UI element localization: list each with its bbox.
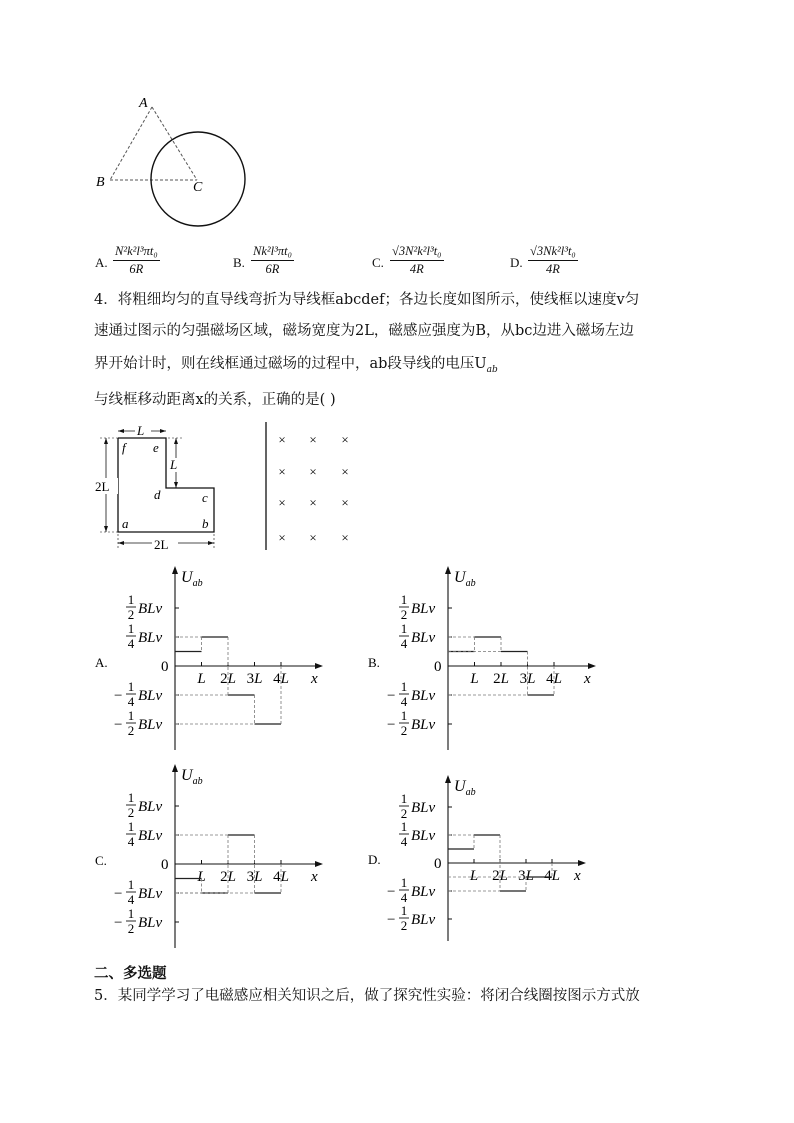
minus-sign: − <box>114 886 123 902</box>
origin-label: 0 <box>434 856 442 872</box>
dim-top-label: L <box>137 423 145 438</box>
minus-sign: − <box>387 688 396 704</box>
y-tick-label <box>387 903 436 933</box>
wire-frame <box>118 438 214 532</box>
fraction-numerator: 1 <box>127 679 135 694</box>
fraction-denominator: 4 <box>127 694 135 709</box>
x-tick-label: 2L <box>220 869 236 885</box>
fraction-numerator: 1 <box>400 791 408 806</box>
unit-label: BLv <box>138 828 163 844</box>
fraction-numerator: 1 <box>400 621 408 636</box>
graph-option-b[interactable] <box>368 560 618 755</box>
y-tick-label <box>126 790 163 820</box>
y-tick-label <box>387 679 436 709</box>
y-tick-label <box>114 877 163 907</box>
unit-label: BLv <box>411 630 436 646</box>
x-tick-label: 2L <box>492 868 508 884</box>
unit-label: BLv <box>411 912 436 928</box>
field-cross-mark: × <box>309 464 317 479</box>
x-axis-label: x <box>311 869 318 885</box>
fraction-numerator: 1 <box>127 906 135 921</box>
field-cross-mark: × <box>341 495 349 510</box>
fraction-denominator: 2 <box>400 918 408 933</box>
option-letter: B. <box>368 655 380 670</box>
fraction-numerator: 1 <box>127 708 135 723</box>
unit-label: BLv <box>138 717 163 733</box>
option-fraction <box>390 243 444 278</box>
y-axis-arrow <box>445 775 451 783</box>
x-tick-label: L <box>469 868 479 884</box>
y-axis-label: $U_{ab}$ <box>181 767 203 787</box>
option-letter: C. <box>95 853 107 868</box>
unit-label: BLv <box>138 886 163 902</box>
fraction-denominator: 4 <box>400 890 408 905</box>
y-axis-label: $U_{ab}$ <box>454 778 476 798</box>
y-tick-label <box>399 592 436 622</box>
x-tick-label: 4L <box>544 868 560 884</box>
fraction-numerator: 1 <box>400 903 408 918</box>
unit-label: BLv <box>138 799 163 815</box>
fraction-denominator: 4 <box>400 636 408 651</box>
field-cross-mark: × <box>278 530 286 545</box>
minus-sign: − <box>114 915 123 931</box>
arrowhead <box>104 438 108 444</box>
option-letter: C. <box>372 255 384 270</box>
fraction-denominator: 2 <box>127 723 135 738</box>
minus-sign: − <box>114 717 123 733</box>
vertex-a-label: A <box>139 96 148 111</box>
x-tick-label: 3L <box>246 671 263 687</box>
q4-line1: 4．将粗细均匀的直导线弯折为导线框abcdef；各边长度如图所示，使线框以速度v匀 <box>94 292 640 308</box>
fraction-denominator: 2 <box>400 723 408 738</box>
option-letter: A. <box>95 655 108 670</box>
unit-label: BLv <box>411 800 436 816</box>
fraction-numerator: 1 <box>400 875 408 890</box>
vertex-c-label: C <box>193 180 203 195</box>
x-tick-label: 2L <box>493 671 509 687</box>
x-axis-arrow <box>588 663 596 669</box>
fraction-numerator: √3Nk²l³t₀ <box>528 243 578 261</box>
corner-d-label: d <box>154 487 161 502</box>
unit-label: BLv <box>138 688 163 704</box>
fraction-denominator: 2 <box>127 921 135 936</box>
y-tick-label <box>399 819 436 849</box>
x-axis-arrow <box>315 861 323 867</box>
fraction-denominator: 4R <box>545 262 560 276</box>
x-axis-label: x <box>584 671 591 687</box>
fraction-denominator: 4 <box>127 892 135 907</box>
field-cross-mark: × <box>309 432 317 447</box>
arrowhead <box>118 541 124 545</box>
dim-bottom-label: 2L <box>154 537 169 552</box>
option-fraction <box>251 243 294 278</box>
arrowhead <box>160 429 166 433</box>
unit-label: BLv <box>411 828 436 844</box>
field-cross-mark: × <box>309 495 317 510</box>
triangle-circle-figure <box>90 90 260 240</box>
graph-option-a[interactable] <box>95 560 345 755</box>
option-letter: A. <box>95 255 108 270</box>
x-axis-label: x <box>311 671 318 687</box>
unit-label: BLv <box>138 630 163 646</box>
fraction-denominator: 6R <box>129 262 144 276</box>
unit-label: BLv <box>411 717 436 733</box>
fraction-numerator: 1 <box>127 621 135 636</box>
fraction-denominator: 4 <box>400 834 408 849</box>
field-cross-mark: × <box>341 432 349 447</box>
y-tick-label <box>399 621 436 651</box>
x-tick-label: 4L <box>273 671 289 687</box>
fraction-denominator: 4 <box>127 834 135 849</box>
arrowhead <box>208 541 214 545</box>
option-letter: D. <box>510 255 523 270</box>
arrowhead <box>104 526 108 532</box>
corner-b-label: b <box>202 516 209 531</box>
q4-line3-text: 界开始计时，则在线框通过磁场的过程中，ab段导线的电压U <box>94 356 487 372</box>
fraction-numerator: 1 <box>127 592 135 607</box>
corner-f-label: f <box>122 440 126 455</box>
magnetic-field-marks <box>278 432 348 545</box>
q4-line3-subscript: ab <box>486 364 498 375</box>
fraction-numerator: 1 <box>400 592 408 607</box>
y-tick-label <box>387 708 436 738</box>
side-ab <box>110 107 152 180</box>
option-fraction <box>528 243 578 278</box>
origin-label: 0 <box>161 857 169 873</box>
x-tick-label: 3L <box>519 671 536 687</box>
vertex-b-label: B <box>96 175 105 190</box>
corner-c-label: c <box>202 490 208 505</box>
graph-option-d[interactable] <box>368 765 618 945</box>
arrowhead <box>174 438 178 444</box>
dim-right-label: L <box>170 457 178 472</box>
fraction-denominator: 2 <box>400 806 408 821</box>
fraction-denominator: 4R <box>409 262 424 276</box>
minus-sign: − <box>387 912 396 928</box>
option-letter: D. <box>368 852 381 867</box>
y-tick-label <box>126 621 163 651</box>
dim-left-label: 2L <box>95 479 110 494</box>
fraction-denominator: 4 <box>127 636 135 651</box>
fraction-numerator: 1 <box>127 790 135 805</box>
y-axis-label: $U_{ab}$ <box>454 569 476 589</box>
fraction-denominator: 6R <box>265 262 280 276</box>
y-tick-label <box>126 592 163 622</box>
field-cross-mark: × <box>278 495 286 510</box>
field-cross-mark: × <box>341 464 349 479</box>
corner-e-label: e <box>153 440 159 455</box>
arrowhead <box>118 429 124 433</box>
x-tick-label: L <box>197 869 206 885</box>
arrowhead <box>174 482 178 488</box>
q4-line2: 速通过图示的匀强磁场区域，磁场宽度为2L，磁感应强度为B，从bc边进入磁场左边 <box>94 323 634 339</box>
minus-sign: − <box>387 884 396 900</box>
unit-label: BLv <box>411 884 436 900</box>
unit-label: BLv <box>411 688 436 704</box>
fraction-denominator: 2 <box>400 607 408 622</box>
unit-label: BLv <box>138 601 163 617</box>
y-tick-label <box>114 906 163 936</box>
side-ac <box>152 107 197 180</box>
x-tick-label: 2L <box>220 671 236 687</box>
circle <box>151 132 245 226</box>
fraction-numerator: 1 <box>400 679 408 694</box>
field-cross-mark: × <box>278 432 286 447</box>
y-axis-arrow <box>172 566 178 574</box>
field-cross-mark: × <box>309 530 317 545</box>
fraction-numerator: 1 <box>400 708 408 723</box>
option-letter: B. <box>233 255 245 270</box>
option-fraction <box>113 243 160 278</box>
minus-sign: − <box>114 688 123 704</box>
y-tick-label <box>114 708 163 738</box>
x-axis-arrow <box>578 860 586 866</box>
x-tick-label: 4L <box>273 869 289 885</box>
fraction-denominator: 2 <box>127 607 135 622</box>
x-tick-label: 4L <box>546 671 562 687</box>
y-tick-label <box>387 875 436 905</box>
frame-figure <box>90 418 380 558</box>
fraction-numerator: √3N²k²l³t₀ <box>390 243 444 261</box>
minus-sign: − <box>387 717 396 733</box>
graph-option-c[interactable] <box>95 758 345 953</box>
unit-label: BLv <box>138 915 163 931</box>
x-axis-arrow <box>315 663 323 669</box>
q4-line4: 与线框移动距离x的关系，正确的是( ) <box>94 392 336 408</box>
origin-label: 0 <box>161 659 169 675</box>
y-axis-label: $U_{ab}$ <box>181 569 203 589</box>
fraction-denominator: 4 <box>400 694 408 709</box>
fraction-numerator: Nk²l³πt₀ <box>251 243 294 261</box>
field-cross-mark: × <box>278 464 286 479</box>
x-tick-label: L <box>197 671 206 687</box>
y-tick-label <box>399 791 436 821</box>
section-title: 二、多选题 <box>94 965 167 982</box>
fraction-numerator: 1 <box>127 877 135 892</box>
q5-line1: 5．某同学学习了电磁感应相关知识之后，做了探究性实验：将闭合线圈按图示方式放 <box>94 988 640 1004</box>
x-tick-label: 3L <box>246 869 263 885</box>
y-axis-arrow <box>172 764 178 772</box>
x-tick-label: L <box>470 671 479 687</box>
origin-label: 0 <box>434 659 442 675</box>
fraction-denominator: 2 <box>127 805 135 820</box>
x-tick-label: 3L <box>518 868 534 884</box>
y-axis-arrow <box>445 566 451 574</box>
q4-line3 <box>94 354 498 380</box>
field-cross-mark: × <box>341 530 349 545</box>
q3-options <box>95 243 735 283</box>
x-axis-label: x <box>574 868 581 884</box>
fraction-numerator: 1 <box>127 819 135 834</box>
y-tick-label <box>114 679 163 709</box>
fraction-numerator: N²k²l³πt₀ <box>113 243 160 261</box>
corner-a-label: a <box>122 516 129 531</box>
y-tick-label <box>126 819 163 849</box>
unit-label: BLv <box>411 601 436 617</box>
fraction-numerator: 1 <box>400 819 408 834</box>
